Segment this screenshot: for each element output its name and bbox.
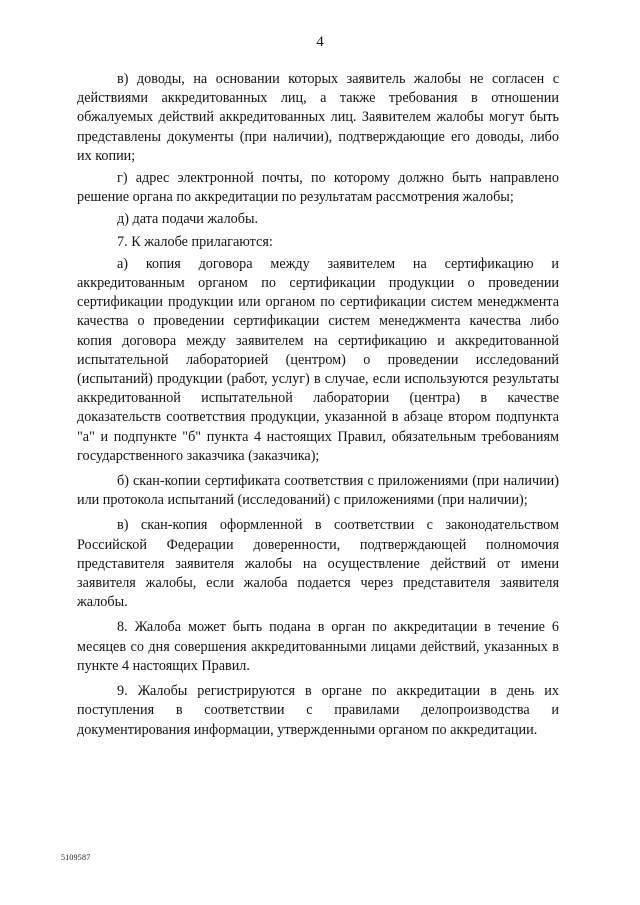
page-number: 4 [316,34,324,50]
paragraph-g-email: г) адрес электронной почты, по которому должно быть направлено решение органа по аккредитации по результатам рассмотрения жалобы; [77,170,559,206]
paragraph-8-filing-term: 8. Жалоба может быть подана в орган по аккредитации в течение 6 месяцев со дня совершения аккредитованными лицами действий, указанных в пункте 4 настоящих Правил. [77,619,559,674]
paragraph-b-certificate-scan: б) скан-копии сертификата соответствия с приложениями (при наличии) или протокола испытаний (исследований) с приложениями (при наличии); [77,473,559,509]
document-body [77,70,559,740]
paragraph-v-arguments: в) доводы, на основании которых заявитель жалобы не согласен с действиями аккредитованных лиц, а также требования в отношении обжалуемых действий аккредитованных лиц. Заявителем жалобы могут быть представлены документы (при наличии), подтверждающие его доводы, либо их копии; [77,71,559,164]
paragraph-7-attachments: 7. К жалобе прилагаются: [117,233,273,250]
document-code: 5109587 [61,853,91,862]
paragraph-v-power-of-attorney: в) скан-копия оформленной в соответствии с законодательством Российской Федерации доверенности, подтверждающей полномочия представителя заявителя жалобы на осуществление действий от имени заявителя жалобы, если жалоба подается через представителя заявителя жалобы. [77,517,559,611]
paragraph-d-date: д) дата подачи жалобы. [117,211,259,228]
paragraph-a-contract-copy: а) копия договора между заявителем на сертификацию и аккредитованным органом по сертификации продукции о проведении сертификации продукции или органом по сертификации систем менеджмента качества о проведении сертификации систем менеджмента качества либо копия договора между заявителем на сертификацию и аккредитованной испытательной лабораторией (центром) о проведении исследований (испытаний) продукции (работ, услуг) в случае, если используются результаты аккредитованной испытательной лаборатории (центра) в качестве доказательств соответствия продукции, указанной в абзаце втором подпункта "а" и подпункте "б" пункта 4 настоящих Правил, обязательным требованиям государственного заказчика (заказчика); [77,255,559,464]
paragraph-9-registration: 9. Жалобы регистрируются в органе по аккредитации в день их поступления в соответствии с правилами делопроизводства и документирования информации, утвержденными органом по аккредитации. [77,683,559,738]
